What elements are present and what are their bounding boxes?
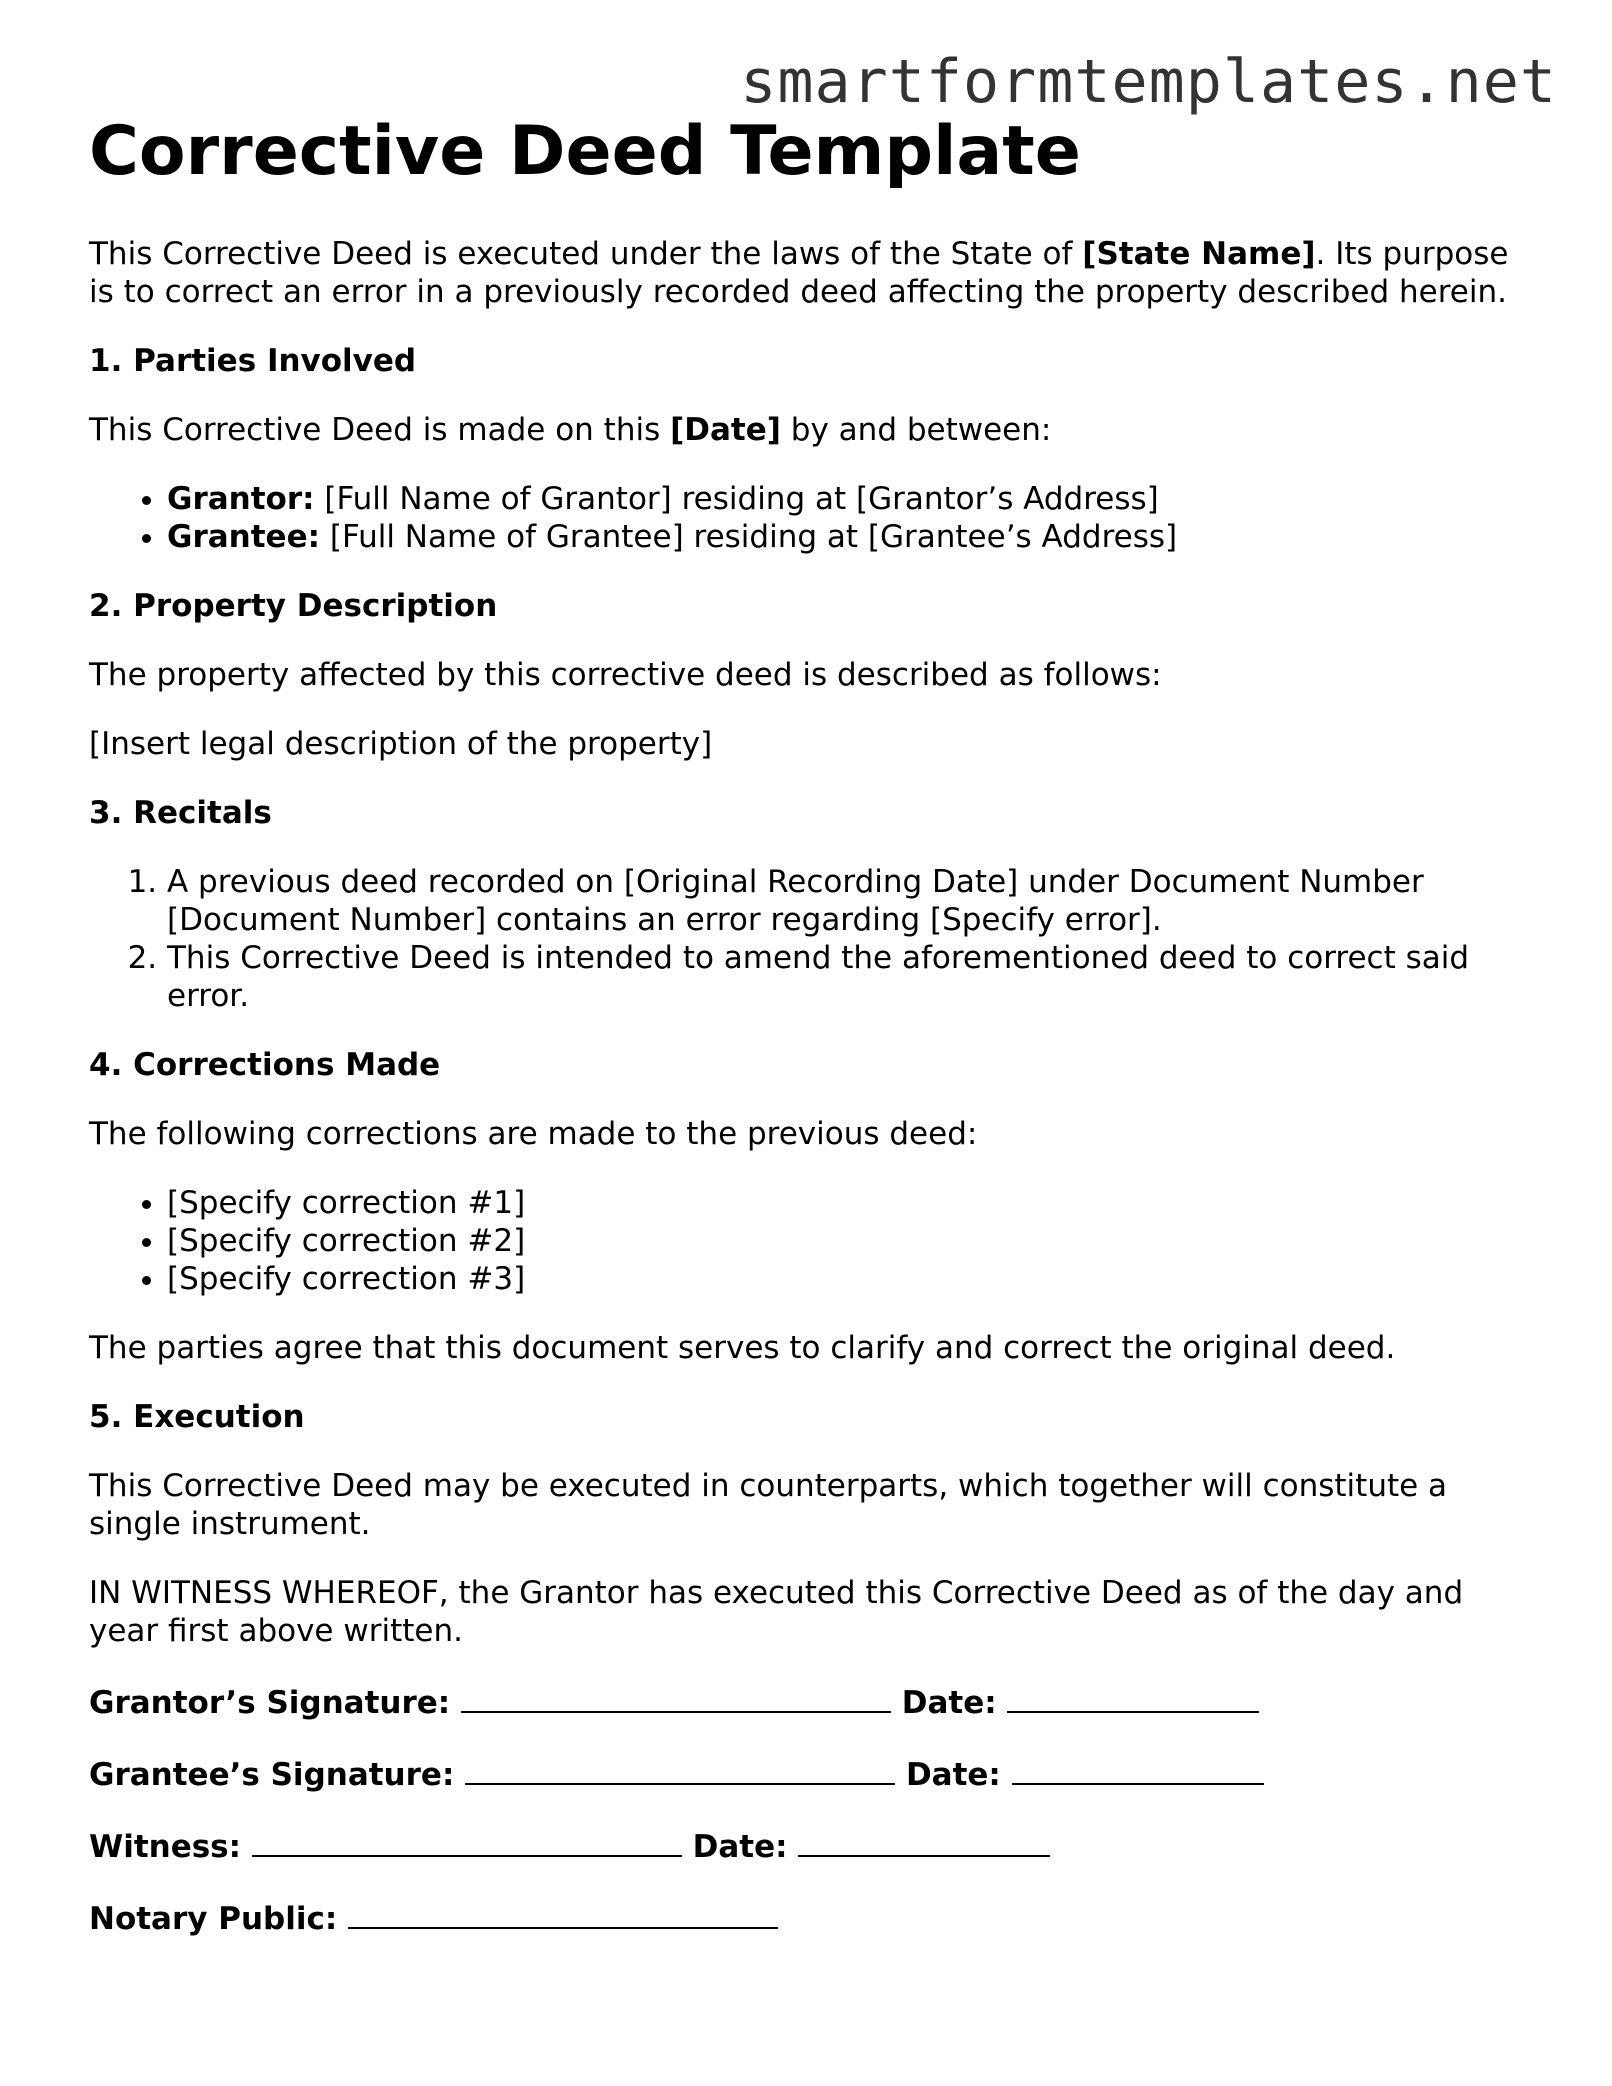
grantee-text: [Full Name of Grantee] residing at [Grantee’s Address] bbox=[320, 519, 1178, 555]
list-item: • [Specify correction #2] bbox=[167, 1222, 1529, 1260]
notary-signature-row bbox=[89, 1897, 1529, 1938]
witness-date-field[interactable] bbox=[798, 1825, 1050, 1857]
grantee-signature-field[interactable] bbox=[465, 1753, 895, 1785]
date-label: Date: bbox=[905, 1757, 1001, 1793]
list-item-grantee bbox=[167, 518, 1529, 556]
grantor-date-field[interactable] bbox=[1007, 1681, 1259, 1713]
notary-label: Notary Public: bbox=[89, 1901, 338, 1937]
agreement-paragraph: The parties agree that this document serves to clarify and correct the original deed. bbox=[89, 1330, 1396, 1366]
list-item: 1. A previous deed recorded on [Original Recording Date] under Document Number [Document Number] contains an error regarding [Specify error]. bbox=[167, 863, 1529, 939]
grantee-signature-label: Grantee’s Signature: bbox=[89, 1757, 455, 1793]
parties-list bbox=[89, 480, 1529, 556]
made-prefix: This Corrective Deed is made on this bbox=[89, 412, 671, 448]
grantor-signature-label: Grantor’s Signature: bbox=[89, 1685, 451, 1721]
intro-suffix: . Its purpose is to correct an error in a previously recorded deed affecting the property described herein. bbox=[89, 236, 1509, 310]
list-item: 2. This Corrective Deed is intended to amend the aforementioned deed to correct said error. bbox=[167, 939, 1529, 1015]
witness-label: Witness: bbox=[89, 1829, 242, 1865]
corrections-list bbox=[89, 1184, 1529, 1298]
grantor-text: [Full Name of Grantor] residing at [Grantor’s Address] bbox=[314, 481, 1159, 517]
intro-paragraph bbox=[89, 235, 1529, 311]
grantee-signature-row bbox=[89, 1753, 1529, 1794]
notary-signature-field[interactable] bbox=[348, 1897, 778, 1929]
document-title: Corrective Deed Template bbox=[89, 112, 1081, 191]
recitals-list bbox=[89, 863, 1529, 1015]
section-heading-parties: 1. Parties Involved bbox=[89, 343, 417, 379]
section-heading-property: 2. Property Description bbox=[89, 588, 498, 624]
state-name-placeholder: [State Name] bbox=[1082, 236, 1316, 272]
grantor-signature-field[interactable] bbox=[461, 1681, 891, 1713]
witness-signature-row bbox=[89, 1825, 1529, 1866]
grantor-signature-row bbox=[89, 1681, 1529, 1722]
made-on-paragraph bbox=[89, 411, 1529, 449]
watermark: smartformtemplates.net bbox=[740, 47, 1557, 117]
property-paragraph: The property affected by this corrective deed is described as follows: bbox=[89, 657, 1162, 693]
property-placeholder: [Insert legal description of the property] bbox=[89, 726, 713, 762]
corrections-paragraph: The following corrections are made to the previous deed: bbox=[89, 1116, 978, 1152]
grantee-label: Grantee: bbox=[167, 519, 320, 555]
section-heading-recitals: 3. Recitals bbox=[89, 795, 272, 831]
date-label: Date: bbox=[692, 1829, 788, 1865]
intro-prefix: This Corrective Deed is executed under the laws of the State of bbox=[89, 236, 1083, 272]
list-item: • [Specify correction #1] bbox=[167, 1184, 1529, 1222]
date-placeholder: [Date] bbox=[670, 412, 781, 448]
date-label: Date: bbox=[901, 1685, 997, 1721]
section-heading-execution: 5. Execution bbox=[89, 1399, 305, 1435]
list-item: • [Specify correction #3] bbox=[167, 1260, 1529, 1298]
list-item-grantor bbox=[167, 480, 1529, 518]
grantee-date-field[interactable] bbox=[1012, 1753, 1264, 1785]
witness-paragraph: IN WITNESS WHEREOF, the Grantor has executed this Corrective Deed as of the day and year first above written. bbox=[89, 1575, 1464, 1649]
section-heading-corrections: 4. Corrections Made bbox=[89, 1047, 441, 1083]
witness-signature-field[interactable] bbox=[252, 1825, 682, 1857]
grantor-label: Grantor: bbox=[167, 481, 315, 517]
document-body bbox=[89, 112, 1529, 1969]
execution-paragraph: This Corrective Deed may be executed in counterparts, which together will constitute a single instrument. bbox=[89, 1468, 1448, 1542]
made-suffix: by and between: bbox=[780, 412, 1052, 448]
